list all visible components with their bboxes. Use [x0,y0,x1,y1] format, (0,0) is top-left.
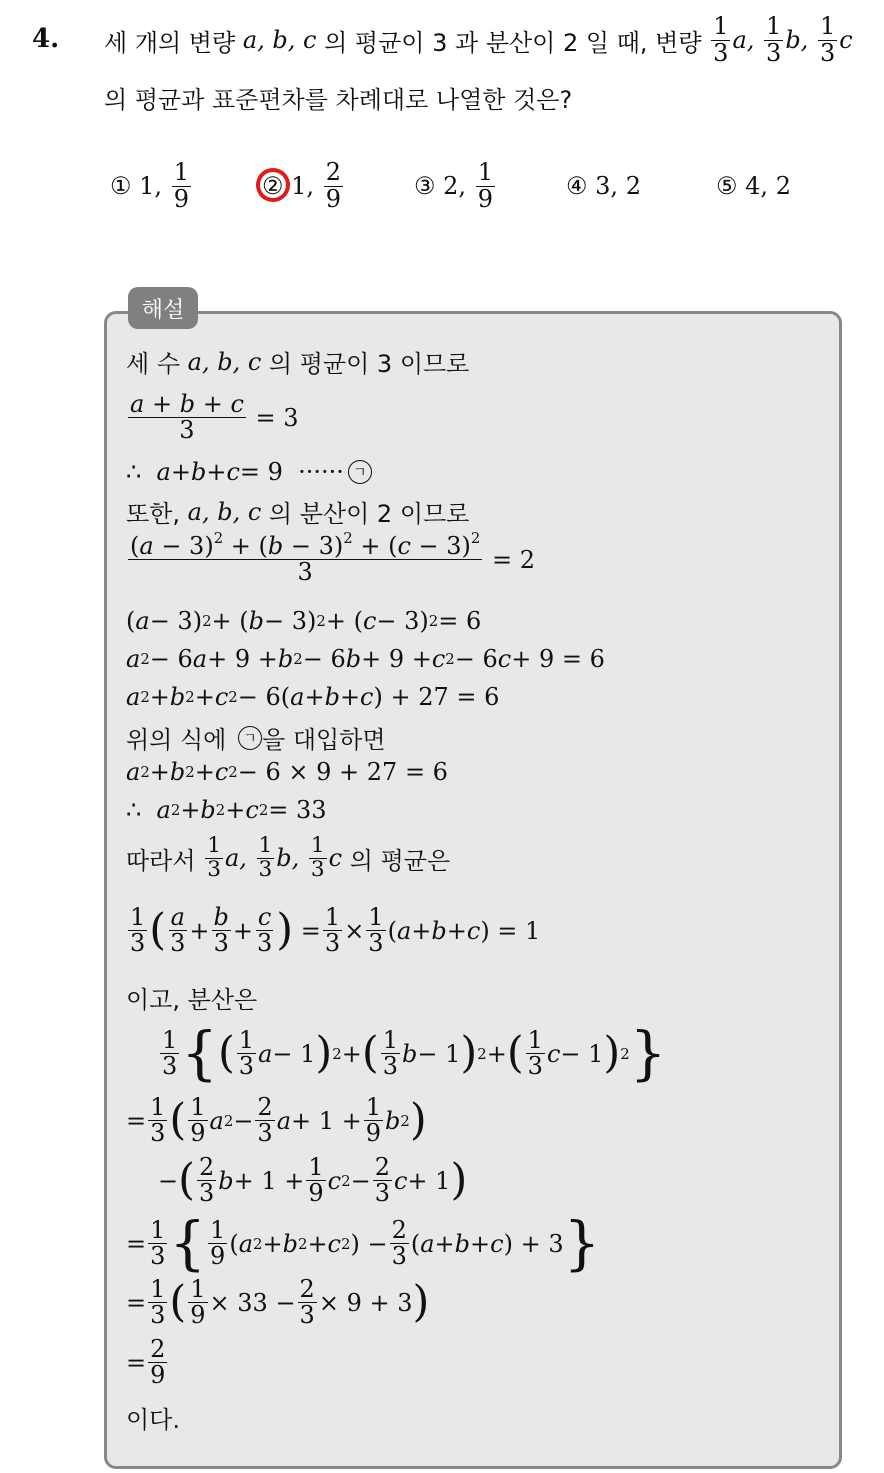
sol-line-16: = $\frac{1}{3}$ ( $\frac{1}{9}$ a 2 − $\frac{2}{3}$ a + 1 + $\frac{1}{9}$ b 2 ) [126,1093,427,1148]
question-text-line2: 의 평균과 표준편차를 차례대로 나열한 것은? [104,86,573,114]
sol-line-1: 세 수 a, b, c 의 평균이 3 이므로 [126,347,470,378]
sol-line-11: ∴ a 2 + b 2 + c 2 = 33 [126,796,327,824]
sol-line-13: $\frac{1}{3}$ ( $\frac{a}{3}$ + $\frac{b}{3}$ + $\frac{c}{3}$ ) = $\frac{1}{3}$ × $\frac{1}{3}$ ( a + b + c ) = 1 [130,903,541,958]
sol-line-15: $\frac{1}{3}$ { ( $\frac{1}{3}$ a − 1 ) 2 + ( $\frac{1}{3}$ b − 1 ) 2 + ( $\frac{1}{3}$ c − 1 ) 2 } [162,1020,667,1087]
option-3[interactable]: ③ 2, $\frac{1}{9}$ [414,158,493,213]
option-4[interactable]: ④ 3, 2 [566,172,641,200]
option-2[interactable]: ② 1, $\frac{2}{9}$ [262,158,341,213]
sol-line-8: a 2 + b 2 + c 2 − 6( a + b + c ) + 27 = 6 [126,683,500,711]
sol-line-17: − ( $\frac{2}{3}$ b + 1 + $\frac{1}{9}$ c 2 − $\frac{2}{3}$ c + 1 ) [158,1153,468,1208]
sol-line-14: 이고, 분산은 [126,986,258,1014]
sol-line-5: $\frac{(a - 3)^2 + (b - 3)^2 + (c - 3)^2}{3}$ = 2 [130,528,536,587]
sol-line-20: = $\frac{2}{9}$ [126,1335,166,1390]
sol-line-19: = $\frac{1}{3}$ ( $\frac{1}{9}$ × 33 − $\frac{2}{3}$ × 9 + 3 ) [126,1275,430,1330]
option-1[interactable]: ① 1, $\frac{1}{9}$ [110,158,189,213]
sol-line-9: 위의 식에 ㄱ 을 대입하면 [126,726,386,754]
sol-line-3: ∴ a + b + c = 9 ······ ㄱ [126,458,372,486]
sol-line-7: a 2 − 6 a + 9 + b 2 − 6 b + 9 + c 2 − 6 c + 9 = 6 [126,645,605,673]
sol-line-2: $\frac{a + b + c}{3}$ = 3 [130,390,299,445]
sol-line-21: 이다. [126,1406,180,1434]
sol-line-12: 따라서 $\frac{1}{3}$ a, $\frac{1}{3}$ b, $\frac{1}{3}$ c 의 평균은 [126,833,451,882]
option-5[interactable]: ⑤ 4, 2 [716,172,791,200]
question-number: 4. [32,24,60,54]
solution-badge: 해설 [128,287,198,329]
sol-line-10: a 2 + b 2 + c 2 − 6 × 9 + 27 = 6 [126,758,448,786]
sol-line-6: ( a − 3) 2 + ( b − 3) 2 + ( c − 3) 2 = 6 [126,607,482,635]
sol-line-18: = $\frac{1}{3}$ { $\frac{1}{9}$ ( a 2 + b 2 + c 2 ) − $\frac{2}{3}$ ( a + b + c ) + 3 } [126,1210,601,1277]
question-text-line1: 세 개의 변량 a, b, c 의 평균이 3 과 분산이 2 일 때, 변량 $\frac{1}{3}$ a, $\frac{1}{3}$ b, $\frac{1}{3}$ c [104,12,853,67]
sol-line-4: 또한, a, b, c 의 분산이 2 이므로 [126,497,470,528]
